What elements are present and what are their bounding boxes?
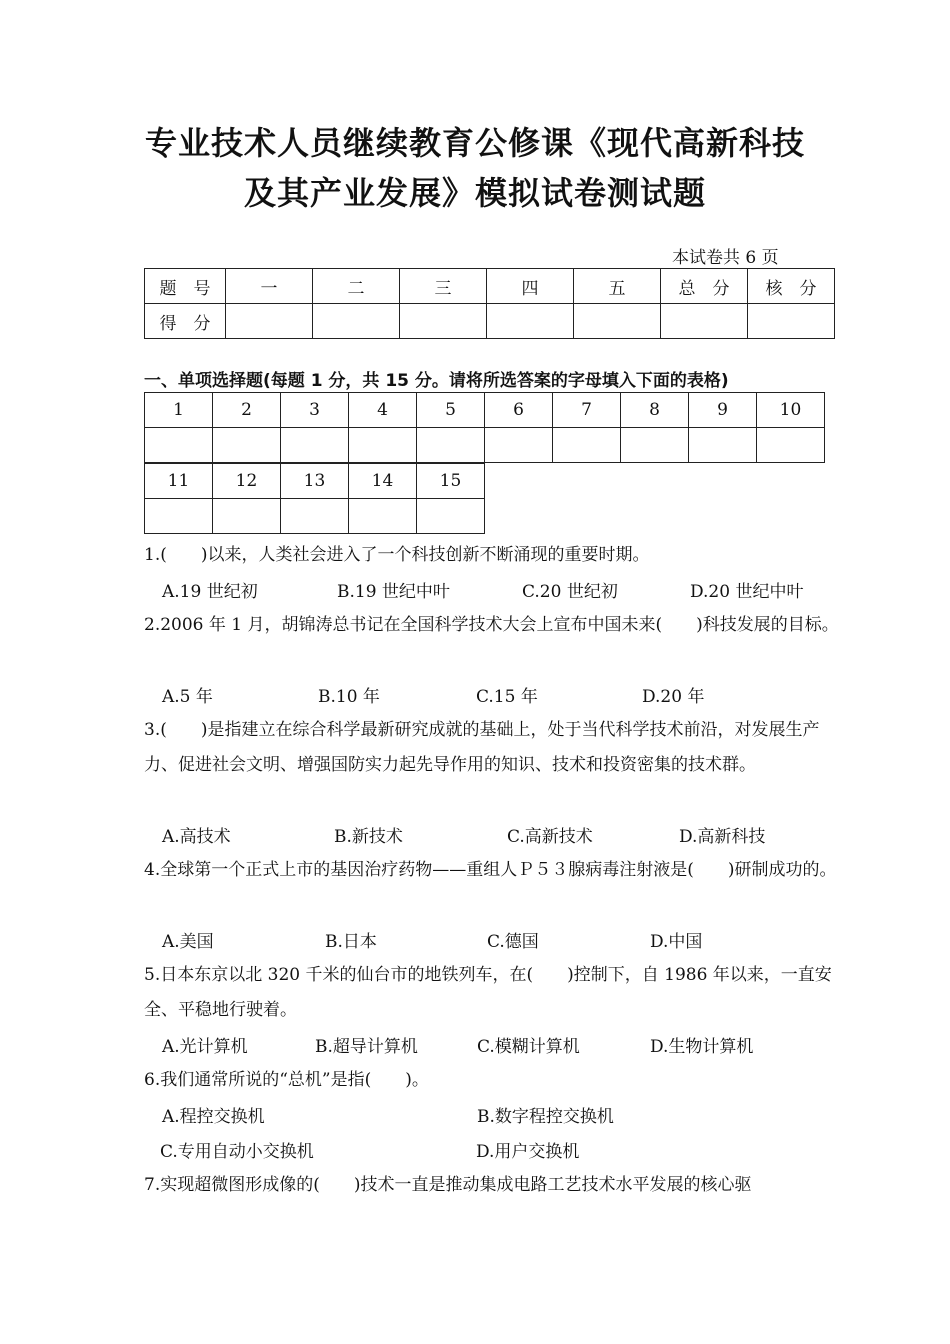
- q4-option-d: D.中国: [650, 932, 703, 952]
- q1-option-d: D.20 世纪中叶: [690, 582, 804, 602]
- answer-blank: [553, 428, 621, 463]
- q5-option-d: D.生物计算机: [650, 1037, 754, 1057]
- answer-blank: [485, 428, 553, 463]
- answer-blank: [621, 428, 689, 463]
- answer-blank: [281, 428, 349, 463]
- score-blank: [400, 304, 487, 339]
- q4-option-c: C.德国: [487, 932, 539, 952]
- q5-option-b: B.超导计算机: [315, 1037, 418, 1057]
- score-cell: 四: [487, 269, 574, 304]
- answer-blank: [349, 499, 417, 534]
- score-blank: [487, 304, 574, 339]
- answer-blank: [417, 428, 485, 463]
- answer-number-row: [145, 464, 485, 499]
- score-cell: 一: [226, 269, 313, 304]
- answer-blank: [145, 499, 213, 534]
- answer-number: 9: [689, 393, 757, 428]
- q1-option-a: A.19 世纪初: [162, 582, 258, 602]
- score-blank: [574, 304, 661, 339]
- score-blank: [313, 304, 400, 339]
- q5-option-a: A.光计算机: [162, 1037, 248, 1057]
- answer-blank-row: [145, 499, 485, 534]
- answer-blank: [689, 428, 757, 463]
- score-value-row: [145, 304, 835, 339]
- answer-blank: [281, 499, 349, 534]
- q6-option-d: D.用户交换机: [476, 1142, 580, 1162]
- q3-option-c: C.高新技术: [507, 827, 593, 847]
- score-cell: 三: [400, 269, 487, 304]
- q3-option-a: A.高技术: [162, 827, 231, 847]
- question-4: 4.全球第一个正式上市的基因治疗药物——重组人Ｐ５３腺病毒注射液是( )研制成功的。: [144, 860, 837, 880]
- score-blank: [748, 304, 835, 339]
- title-line-1: 专业技术人员继续教育公修课《现代高新科技: [144, 124, 805, 162]
- score-row-label: 得 分: [145, 304, 226, 339]
- score-cell: 总 分: [661, 269, 748, 304]
- answer-number: 14: [349, 464, 417, 499]
- page-count: 本试卷共 6 页: [672, 248, 779, 268]
- score-blank: [661, 304, 748, 339]
- q6-option-b: B.数字程控交换机: [477, 1107, 614, 1127]
- answer-number: 2: [213, 393, 281, 428]
- answer-number: 13: [281, 464, 349, 499]
- q2-option-a: A.5 年: [162, 687, 213, 707]
- q4-option-a: A.美国: [162, 932, 214, 952]
- question-2: 2.2006 年 1 月，胡锦涛总书记在全国科学技术大会上宣布中国未来( )科技发展的目标。: [144, 615, 839, 635]
- question-5: 5.日本东京以北 320 千米的仙台市的地铁列车，在( )控制下，自 1986 年以来，一直安全、平稳地行驶着。: [144, 965, 832, 1020]
- q2-option-b: B.10 年: [318, 687, 380, 707]
- answer-number: 10: [757, 393, 825, 428]
- q6-option-a: A.程控交换机: [162, 1107, 265, 1127]
- question-1: 1.( )以来，人类社会进入了一个科技创新不断涌现的重要时期。: [144, 545, 650, 565]
- score-cell: 五: [574, 269, 661, 304]
- answer-grid-1: [144, 392, 825, 463]
- answer-blank: [417, 499, 485, 534]
- answer-blank-row: [145, 428, 825, 463]
- document-title: [0, 118, 950, 218]
- answer-number: 12: [213, 464, 281, 499]
- q5-option-c: C.模糊计算机: [477, 1037, 580, 1057]
- score-blank: [226, 304, 313, 339]
- answer-number: 1: [145, 393, 213, 428]
- answer-blank: [145, 428, 213, 463]
- answer-blank: [349, 428, 417, 463]
- q1-option-c: C.20 世纪初: [522, 582, 618, 602]
- answer-number: 15: [417, 464, 485, 499]
- answer-number: 7: [553, 393, 621, 428]
- section-1-heading: 一、单项选择题(每题 1 分，共 15 分。请将所选答案的字母填入下面的表格): [144, 371, 729, 391]
- score-cell: 核 分: [748, 269, 835, 304]
- answer-number: 5: [417, 393, 485, 428]
- q3-option-d: D.高新科技: [679, 827, 766, 847]
- answer-number: 11: [145, 464, 213, 499]
- score-table: [144, 268, 835, 339]
- q3-option-b: B.新技术: [334, 827, 403, 847]
- q2-option-d: D.20 年: [642, 687, 705, 707]
- question-3: 3.( )是指建立在综合科学最新研究成就的基础上，处于当代科学技术前沿，对发展生产力、促进社会文明、增强国防实力起先导作用的知识、技术和投资密集的技术群。: [144, 720, 820, 775]
- answer-blank: [213, 499, 281, 534]
- q2-option-c: C.15 年: [476, 687, 538, 707]
- answer-number: 3: [281, 393, 349, 428]
- score-header-row: [145, 269, 835, 304]
- answer-number: 4: [349, 393, 417, 428]
- answer-grid-2: [144, 463, 485, 534]
- answer-blank: [213, 428, 281, 463]
- q4-option-b: B.日本: [325, 932, 377, 952]
- question-7: 7.实现超微图形成像的( )技术一直是推动集成电路工艺技术水平发展的核心驱: [144, 1175, 752, 1195]
- q6-option-c: C.专用自动小交换机: [160, 1142, 314, 1162]
- answer-number: 6: [485, 393, 553, 428]
- title-line-2: 及其产业发展》模拟试卷测试题: [243, 174, 706, 212]
- score-cell: 二: [313, 269, 400, 304]
- answer-number: 8: [621, 393, 689, 428]
- answer-number-row: [145, 393, 825, 428]
- answer-blank: [757, 428, 825, 463]
- q1-option-b: B.19 世纪中叶: [337, 582, 450, 602]
- score-cell: 题 号: [145, 269, 226, 304]
- question-6: 6.我们通常所说的“总机”是指( )。: [144, 1070, 429, 1090]
